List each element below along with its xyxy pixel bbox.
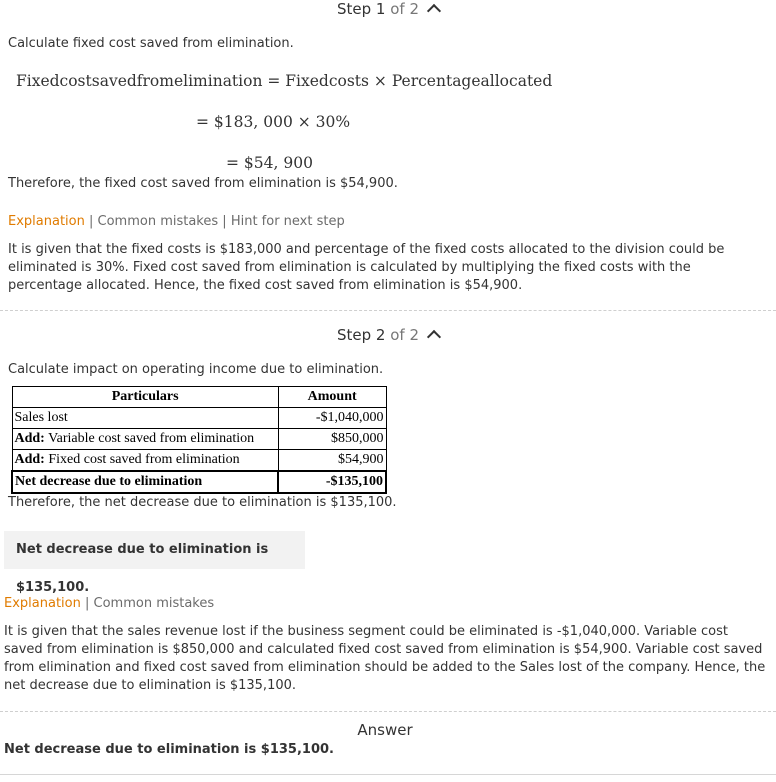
row-amount: $54,900 xyxy=(278,450,386,472)
answer-text: Net decrease due to elimination is $135,100. xyxy=(4,742,334,757)
step1-explanation: It is given that the fixed costs is $183,000 and percentage of the fixed costs allocated to the division could be eliminated is 30%. Fixed cost saved from elimination is calculated by multiplying the fixed costs with the percentage allocated. Hence, the fixed cost saved from elimination is $54,900. xyxy=(8,242,725,293)
step1-intro: Calculate fixed cost saved from elimination. xyxy=(8,36,294,51)
row-amount: $850,000 xyxy=(278,429,386,450)
header-amount: Amount xyxy=(278,387,386,408)
header-particulars: Particulars xyxy=(12,387,278,408)
step2-explanation: It is given that the sales revenue lost if the business segment could be eliminated is -$1,040,000. Variable cost saved from elimination is $850,000 and calculated fixed cost saved from elimination is $54,900. Variable cost saved from elimination and fixed cost saved from elimination should be added to the Sales lost of the company. Hence, the net decrease due to elimination is $135,100. xyxy=(4,624,766,693)
row-amount: -$1,040,000 xyxy=(278,408,386,429)
step2-tabs xyxy=(4,595,214,613)
step1-header[interactable] xyxy=(0,0,776,18)
formula-line-2: = $183, 000 × 30% xyxy=(196,113,351,131)
divider xyxy=(0,310,776,311)
tab-hint[interactable]: Hint for next step xyxy=(230,214,345,229)
answer-title: Answer xyxy=(357,721,413,739)
tab-explanation[interactable]: Explanation xyxy=(8,214,85,229)
step2-header[interactable] xyxy=(0,326,776,344)
table-row xyxy=(12,429,386,450)
row-label: Add: Variable cost saved from elimination xyxy=(12,429,278,450)
table-row xyxy=(12,408,386,429)
total-label: Net decrease due to elimination xyxy=(12,471,278,493)
row-label: Sales lost xyxy=(12,408,278,429)
formula-line-3: = $54, 900 xyxy=(226,154,313,172)
step1-label: Step 1 xyxy=(336,0,386,18)
table-total-row xyxy=(12,471,386,493)
bottom-divider xyxy=(0,774,776,775)
formula-line-1: Fixedcostsavedfromelimination = Fixedcosts × Percentageallocated xyxy=(16,72,553,90)
tab-separator: | xyxy=(218,214,231,229)
total-amount: -$135,100 xyxy=(278,471,386,493)
step1-conclusion: Therefore, the fixed cost saved from elimination is $54,900. xyxy=(8,176,398,191)
table-header-row xyxy=(12,387,386,408)
step1-tabs xyxy=(8,213,345,231)
tab-explanation[interactable]: Explanation xyxy=(4,596,81,611)
step2-conclusion: Therefore, the net decrease due to elimination is $135,100. xyxy=(8,495,397,510)
row-label: Add: Fixed cost saved from elimination xyxy=(12,450,278,472)
step1-of-label: of 2 xyxy=(385,0,419,18)
chevron-up-icon[interactable] xyxy=(427,4,441,18)
table-row xyxy=(12,450,386,472)
result-box: Net decrease due to elimination is $135,100. xyxy=(4,531,305,569)
tab-common-mistakes[interactable]: Common mistakes xyxy=(93,596,215,611)
step2-label: Step 2 xyxy=(336,326,386,344)
step2-intro: Calculate impact on operating income due to elimination. xyxy=(8,362,384,377)
tab-common-mistakes[interactable]: Common mistakes xyxy=(97,214,219,229)
tab-separator: | xyxy=(80,596,94,611)
step2-of-label: of 2 xyxy=(385,326,419,344)
divider xyxy=(0,711,776,712)
particulars-table xyxy=(11,386,387,494)
tab-separator: | xyxy=(84,214,98,229)
chevron-up-icon[interactable] xyxy=(427,330,441,344)
